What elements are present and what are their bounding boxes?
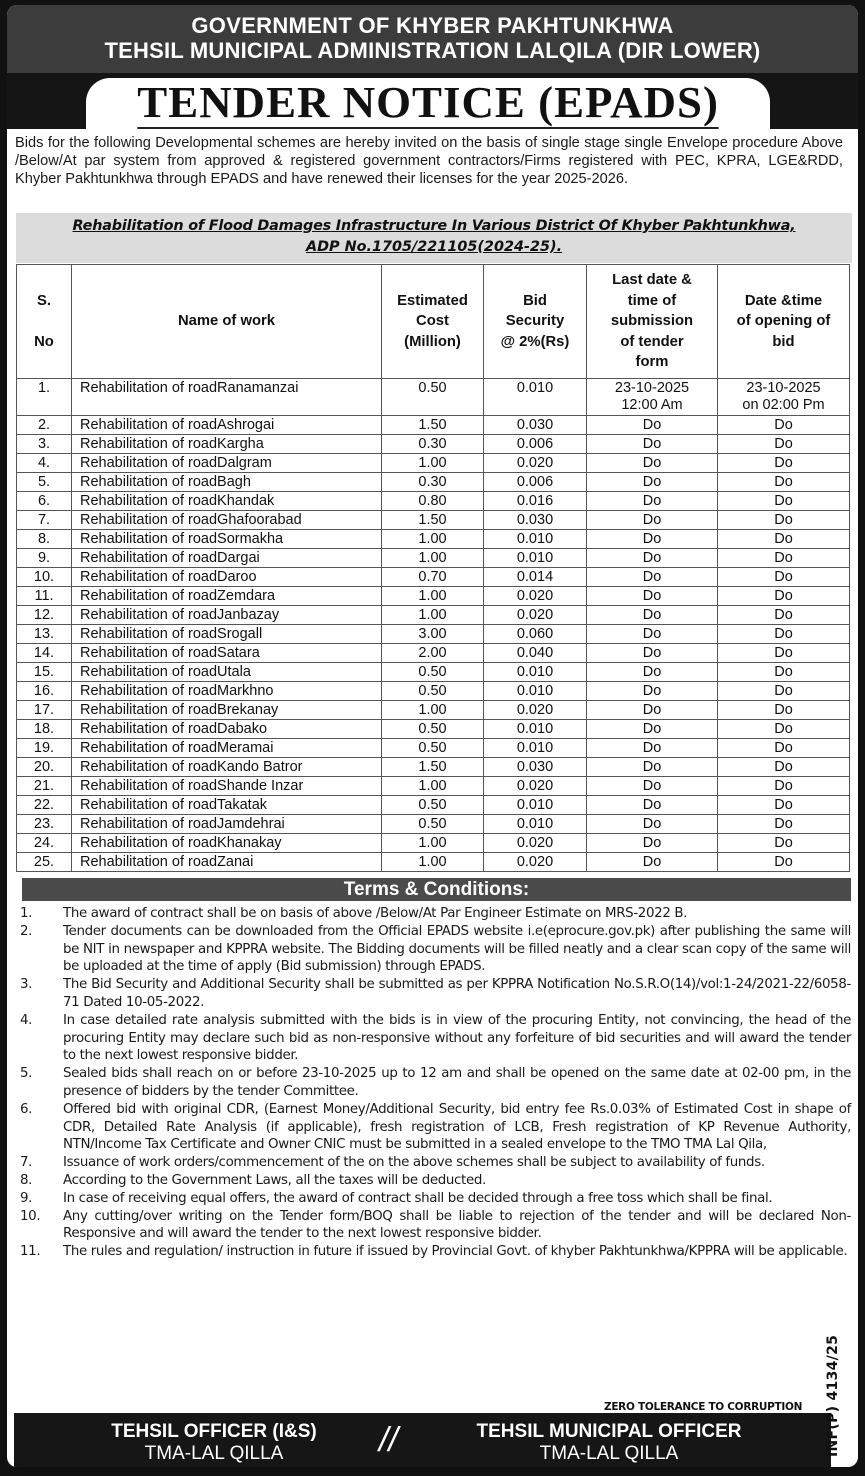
table-row	[17, 606, 850, 625]
cell-security: 0.030	[484, 758, 587, 777]
cell-last-date: Do	[587, 701, 718, 720]
zero-tolerance-slogan: ZERO TOLERANCE TO CORRUPTION	[604, 1401, 803, 1413]
table-row	[17, 663, 850, 682]
cell-security: 0.060	[484, 625, 587, 644]
cell-cost: 0.80	[382, 492, 484, 511]
cell-name: Rehabilitation of roadShande Inzar	[72, 777, 382, 796]
cell-security: 0.020	[484, 853, 587, 872]
cell-security: 0.030	[484, 511, 587, 530]
header-last-date: Last date & time of submission of tender form	[587, 265, 718, 379]
cell-sno: 19.	[17, 739, 72, 758]
cell-name: Rehabilitation of roadBrekanay	[72, 701, 382, 720]
cell-sno: 22.	[17, 796, 72, 815]
term-number: 2.	[20, 923, 33, 939]
table-row	[17, 568, 850, 587]
table-row	[17, 416, 850, 435]
cell-sno: 2.	[17, 416, 72, 435]
cell-security: 0.020	[484, 834, 587, 853]
cell-name: Rehabilitation of roadDalgram	[72, 454, 382, 473]
cell-cost: 0.30	[382, 435, 484, 454]
term-text: The rules and regulation/ instruction in future if issued by Provincial Govt. of khyber Pakhtunkhwa/KPPRA will be applicable.	[63, 1244, 848, 1260]
cell-security: 0.006	[484, 435, 587, 454]
table-row	[17, 758, 850, 777]
term-item	[15, 1101, 851, 1154]
cell-sno: 6.	[17, 492, 72, 511]
cell-security: 0.010	[484, 739, 587, 758]
header-opening-date: Date &time of opening of bid	[718, 265, 850, 379]
cell-sno: 11.	[17, 587, 72, 606]
cell-last-date: Do	[587, 796, 718, 815]
cell-last-date: Do	[587, 511, 718, 530]
cell-security: 0.020	[484, 777, 587, 796]
signatory-right	[414, 1413, 804, 1465]
cell-opening-date: Do	[718, 454, 850, 473]
cell-sno: 20.	[17, 758, 72, 777]
table-row	[17, 853, 850, 872]
cell-security: 0.010	[484, 720, 587, 739]
cell-cost: 0.50	[382, 796, 484, 815]
cell-cost: 1.00	[382, 587, 484, 606]
cell-name: Rehabilitation of roadAshrogai	[72, 416, 382, 435]
cell-last-date: Do	[587, 720, 718, 739]
cell-sno: 3.	[17, 435, 72, 454]
cell-security: 0.010	[484, 379, 587, 416]
cell-opening-date: Do	[718, 701, 850, 720]
table-row	[17, 492, 850, 511]
table-row	[17, 587, 850, 606]
term-text: The award of contract shall be on basis of above /Below/At Par Engineer Estimate on MRS-2022 B.	[63, 906, 688, 921]
cell-opening-date: Do	[718, 416, 850, 435]
table-row	[17, 834, 850, 853]
cell-opening-date: Do	[718, 834, 850, 853]
cell-opening-date: Do	[718, 435, 850, 454]
cell-security: 0.016	[484, 492, 587, 511]
table-row	[17, 473, 850, 492]
cell-name: Rehabilitation of roadKargha	[72, 435, 382, 454]
term-text: Issuance of work orders/commencement of the on the above schemes shall be subject to availability of funds.	[63, 1155, 765, 1171]
cell-opening-date: Do	[718, 530, 850, 549]
cell-cost: 1.00	[382, 853, 484, 872]
table-row	[17, 815, 850, 834]
cell-security: 0.020	[484, 701, 587, 720]
cell-name: Rehabilitation of roadZemdara	[72, 587, 382, 606]
table-row	[17, 379, 850, 416]
cell-sno: 10.	[17, 568, 72, 587]
cell-cost: 3.00	[382, 625, 484, 644]
term-item	[15, 1154, 851, 1172]
cell-name: Rehabilitation of roadDargai	[72, 549, 382, 568]
cell-sno: 21.	[17, 777, 72, 796]
government-header	[7, 5, 858, 73]
cell-opening-date: Do	[718, 720, 850, 739]
cell-opening-date: Do	[718, 549, 850, 568]
cell-name: Rehabilitation of roadSatara	[72, 644, 382, 663]
table-row	[17, 720, 850, 739]
term-text: In case of receiving equal offers, the award of contract shall be decided through a free toss which shall be final.	[63, 1190, 773, 1206]
term-number: 9.	[20, 1190, 33, 1206]
cell-cost: 1.00	[382, 777, 484, 796]
cell-last-date: Do	[587, 606, 718, 625]
cell-last-date: Do	[587, 416, 718, 435]
cell-name: Rehabilitation of roadJanbazay	[72, 606, 382, 625]
cell-name: Rehabilitation of roadUtala	[72, 663, 382, 682]
cell-cost: 1.50	[382, 416, 484, 435]
cell-sno: 15.	[17, 663, 72, 682]
cell-security: 0.030	[484, 416, 587, 435]
cell-name: Rehabilitation of roadSormakha	[72, 530, 382, 549]
term-number: 3.	[20, 977, 33, 993]
header-name: Name of work	[72, 265, 382, 379]
cell-last-date: Do	[587, 625, 718, 644]
table-row	[17, 796, 850, 815]
term-item	[15, 1012, 851, 1065]
table-row	[17, 530, 850, 549]
term-text: Any cutting/over writing on the Tender form/BOQ shall be liable to rejection of the tender and will be declared Non-Responsive and will award the tender to the next lowest responsive bidder.	[63, 1208, 851, 1242]
cell-last-date: Do	[587, 492, 718, 511]
cell-cost: 1.00	[382, 834, 484, 853]
cell-cost: 1.50	[382, 511, 484, 530]
cell-last-date: Do	[587, 530, 718, 549]
term-item	[15, 923, 851, 976]
cell-last-date: Do	[587, 739, 718, 758]
cell-cost: 0.50	[382, 720, 484, 739]
cell-last-date: Do	[587, 682, 718, 701]
cell-name: Rehabilitation of roadBagh	[72, 473, 382, 492]
cell-security: 0.006	[484, 473, 587, 492]
cell-sno: 8.	[17, 530, 72, 549]
table-row	[17, 701, 850, 720]
cell-last-date: Do	[587, 454, 718, 473]
cell-last-date: Do	[587, 815, 718, 834]
cell-last-date: Do	[587, 834, 718, 853]
cell-sno: 9.	[17, 549, 72, 568]
cell-name: Rehabilitation of roadKhanakay	[72, 834, 382, 853]
page-title: TENDER NOTICE (EPADS)	[137, 78, 719, 127]
signatory-separator: //	[379, 1421, 398, 1459]
cell-name: Rehabilitation of roadKhandak	[72, 492, 382, 511]
cell-cost: 1.00	[382, 701, 484, 720]
works-table	[16, 264, 850, 872]
table-header-row	[17, 265, 850, 379]
cell-opening-date: Do	[718, 587, 850, 606]
term-text: In case detailed rate analysis submitted with the bids is in view of the procuring Entity, not convincing, the head of the procuring Entity may declare such bid as non-responsive without any forfeiture of bid securities and will award the tender to the next lowest responsive bidder.	[63, 1012, 851, 1064]
signatory-left-office: TMA-LAL QILLA	[144, 1443, 284, 1464]
term-item	[15, 1190, 851, 1208]
cell-opening-date: Do	[718, 625, 850, 644]
cell-cost: 1.50	[382, 758, 484, 777]
terms-list	[15, 905, 851, 1261]
cell-security: 0.010	[484, 663, 587, 682]
cell-opening-date: 23-10-2025 on 02:00 Pm	[718, 379, 850, 416]
cell-opening-date: Do	[718, 473, 850, 492]
cell-opening-date: Do	[718, 739, 850, 758]
cell-sno: 5.	[17, 473, 72, 492]
term-number: 11.	[20, 1244, 41, 1260]
term-number: 1.	[20, 906, 33, 921]
cell-cost: 0.50	[382, 379, 484, 416]
cell-name: Rehabilitation of roadTakatak	[72, 796, 382, 815]
term-text: Sealed bids shall reach on or before 23-10-2025 up to 12 am and shall be opened on the same date at 02-00 pm, in the presence of bidders by the tender Committee.	[63, 1066, 851, 1099]
cell-security: 0.014	[484, 568, 587, 587]
cell-cost: 0.50	[382, 739, 484, 758]
cell-name: Rehabilitation of roadRanamanzai	[72, 379, 382, 416]
administration-name: TEHSIL MUNICIPAL ADMINISTRATION LALQILA (DIR LOWER)	[104, 38, 761, 63]
government-name: GOVERNMENT OF KHYBER PAKHTUNKHWA	[191, 13, 674, 38]
term-number: 6.	[20, 1101, 33, 1117]
term-text: Offered bid with original CDR, (Earnest Money/Additional Security, bid entry fee Rs.0.03% of Estimated Cost in shape of CDR, Detailed Rate Analysis (if applicable), fresh registration of LCB, Fresh registration of KP Revenue Authority, NTN/Income Tax Certificate and Owner CNIC must be submitted in a sealed envelope to the TMO TMA Lal Qila,	[63, 1101, 851, 1153]
cell-last-date: Do	[587, 435, 718, 454]
cell-sno: 18.	[17, 720, 72, 739]
signatory-footer	[14, 1413, 831, 1467]
table-row	[17, 435, 850, 454]
term-number: 8.	[20, 1172, 33, 1188]
table-row	[17, 739, 850, 758]
term-text: Tender documents can be downloaded from the Official EPADS website i.e(eprocure.gov.pk) after publishing the same will be NIT in newspaper and KPPRA website. The Bidding documents will be filled neatly and a clear scan copy of the same will be uploaded at the time of apply (Bid submission) through EPADS.	[63, 923, 851, 975]
cell-cost: 0.30	[382, 473, 484, 492]
cell-opening-date: Do	[718, 777, 850, 796]
cell-security: 0.010	[484, 682, 587, 701]
cell-security: 0.010	[484, 796, 587, 815]
cell-cost: 1.00	[382, 530, 484, 549]
term-item	[15, 1065, 851, 1101]
term-item	[15, 1243, 851, 1261]
table-row	[17, 454, 850, 473]
cell-sno: 4.	[17, 454, 72, 473]
term-number: 5.	[20, 1066, 33, 1082]
cell-last-date: Do	[587, 853, 718, 872]
cell-opening-date: Do	[718, 682, 850, 701]
cell-security: 0.010	[484, 815, 587, 834]
header-bid-security: Bid Security @ 2%(Rs)	[484, 265, 587, 379]
signatory-right-title: TEHSIL MUNICIPAL OFFICER	[476, 1421, 742, 1442]
cell-opening-date: Do	[718, 644, 850, 663]
cell-opening-date: Do	[718, 492, 850, 511]
cell-opening-date: Do	[718, 511, 850, 530]
cell-cost: 1.00	[382, 454, 484, 473]
term-number: 4.	[20, 1012, 33, 1028]
cell-security: 0.010	[484, 549, 587, 568]
table-row	[17, 511, 850, 530]
adp-number: ADP No.1705/221105(2024-25).	[305, 239, 563, 255]
cell-name: Rehabilitation of roadMeramai	[72, 739, 382, 758]
cell-security: 0.010	[484, 530, 587, 549]
title-box	[86, 78, 770, 129]
term-item	[15, 905, 851, 923]
cell-sno: 7.	[17, 511, 72, 530]
cell-sno: 12.	[17, 606, 72, 625]
cell-cost: 0.50	[382, 663, 484, 682]
table-row	[17, 777, 850, 796]
term-text: The Bid Security and Additional Security shall be submitted as per KPPRA Notification No.S.R.O(14)/vol:1-24/2021-22/6058-71 Dated 10-05-2022.	[63, 977, 851, 1010]
cell-opening-date: Do	[718, 758, 850, 777]
cell-sno: 13.	[17, 625, 72, 644]
cell-name: Rehabilitation of roadSrogall	[72, 625, 382, 644]
cell-opening-date: Do	[718, 663, 850, 682]
cell-cost: 0.50	[382, 815, 484, 834]
cell-sno: 1.	[17, 379, 72, 416]
cell-sno: 24.	[17, 834, 72, 853]
cell-opening-date: Do	[718, 606, 850, 625]
cell-sno: 14.	[17, 644, 72, 663]
cell-name: Rehabilitation of roadKando Batror	[72, 758, 382, 777]
term-item	[15, 1208, 851, 1244]
cell-sno: 17.	[17, 701, 72, 720]
scheme-heading-box	[16, 213, 852, 263]
cell-last-date: Do	[587, 663, 718, 682]
table-row	[17, 644, 850, 663]
cell-name: Rehabilitation of roadMarkhno	[72, 682, 382, 701]
term-item	[15, 1172, 851, 1190]
cell-opening-date: Do	[718, 568, 850, 587]
header-sno: S. No	[17, 265, 72, 379]
cell-security: 0.040	[484, 644, 587, 663]
signatory-right-office: TMA-LAL QILLA	[539, 1443, 679, 1464]
table-row	[17, 549, 850, 568]
cell-opening-date: Do	[718, 815, 850, 834]
cell-last-date: Do	[587, 644, 718, 663]
term-number: 10.	[20, 1208, 41, 1224]
cell-name: Rehabilitation of roadDaroo	[72, 568, 382, 587]
header-estimated-cost: Estimated Cost (Million)	[382, 265, 484, 379]
intro-paragraph: Bids for the following Developmental schemes are hereby invited on the basis of single stage single Envelope procedure Above /Below/At par system from approved & registered government contractors/Firms registered with PEC, KPRA, LGE&RDD, Khyber Pakhtunkhwa through EPADS and have renewed their licenses for the year 2025-2026.	[15, 135, 843, 187]
terms-heading: Terms & Conditions:	[22, 878, 851, 901]
cell-name: Rehabilitation of roadJamdehrai	[72, 815, 382, 834]
scheme-title: Rehabilitation of Flood Damages Infrastructure In Various District Of Khyber Pakhtunkhwa,	[72, 218, 796, 234]
cell-security: 0.020	[484, 606, 587, 625]
cell-cost: 1.00	[382, 606, 484, 625]
cell-last-date: 23-10-2025 12:00 Am	[587, 379, 718, 416]
cell-last-date: Do	[587, 587, 718, 606]
signatory-left-title: TEHSIL OFFICER (I&S)	[111, 1421, 317, 1442]
cell-opening-date: Do	[718, 853, 850, 872]
term-text: According to the Government Laws, all the taxes will be deducted.	[63, 1172, 486, 1188]
cell-cost: 2.00	[382, 644, 484, 663]
cell-security: 0.020	[484, 454, 587, 473]
signatory-left	[69, 1413, 359, 1465]
cell-sno: 23.	[17, 815, 72, 834]
table-row	[17, 625, 850, 644]
cell-security: 0.020	[484, 587, 587, 606]
cell-cost: 0.50	[382, 682, 484, 701]
works-table-body	[17, 379, 850, 872]
cell-opening-date: Do	[718, 796, 850, 815]
table-row	[17, 682, 850, 701]
cell-name: Rehabilitation of roadDabako	[72, 720, 382, 739]
inf-reference-code: INF(P) 4134/25	[825, 1334, 841, 1457]
cell-last-date: Do	[587, 777, 718, 796]
cell-last-date: Do	[587, 549, 718, 568]
cell-sno: 16.	[17, 682, 72, 701]
cell-name: Rehabilitation of roadZanai	[72, 853, 382, 872]
cell-last-date: Do	[587, 568, 718, 587]
cell-sno: 25.	[17, 853, 72, 872]
cell-last-date: Do	[587, 473, 718, 492]
cell-cost: 0.70	[382, 568, 484, 587]
cell-cost: 1.00	[382, 549, 484, 568]
cell-last-date: Do	[587, 758, 718, 777]
cell-name: Rehabilitation of roadGhafoorabad	[72, 511, 382, 530]
tender-notice-page	[7, 5, 858, 1467]
term-item	[15, 976, 851, 1012]
term-number: 7.	[20, 1155, 33, 1171]
